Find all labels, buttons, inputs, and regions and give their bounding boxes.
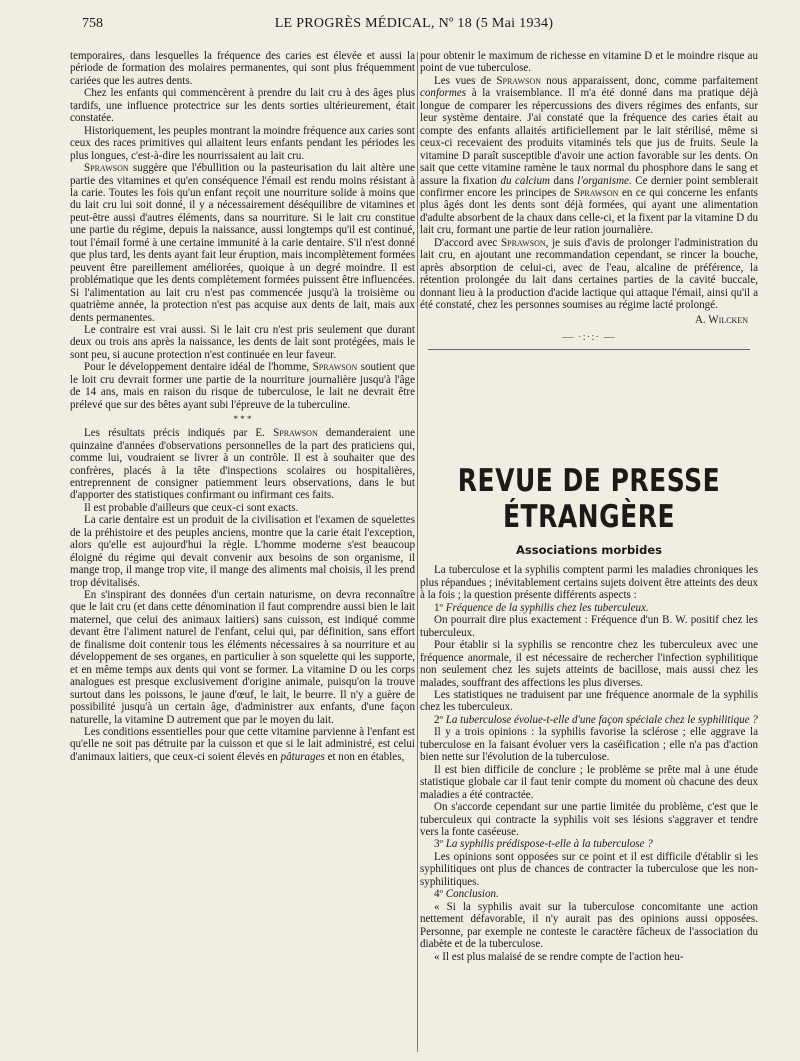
paragraph: Pour le développement dentaire idéal de l'homme, Sprawson soutient que le loit cru devrait former une partie de la nourriture journalière jusqu'à l'âge de 14 ans, mais en raison du risque de tuberculose, le lait ne devrait être prélevé que sur des bêtes ayant subi l'épreuve de la tuberculine. [70, 361, 416, 411]
section-title: REVUE DE PRESSE ÉTRANGÈRE [457, 462, 721, 535]
paragraph: Il est bien difficile de conclure ; le problème se prête mal à une étude statistique globale car il faut tenir compte du moment où chacune des deux maladies a été contractée. [420, 763, 758, 801]
paragraph: Pour établir si la syphilis se rencontre chez les tuberculeux avec une fréquence anormale, il est nécessaire de rechercher l'infection syphilitique non seulement chez les sujets atteints de bacillose, mais aussi chez les malades, souffrant des affections les plus diverses. [420, 639, 758, 689]
rubric-title: Associations morbides [516, 543, 662, 557]
page-header [70, 14, 758, 40]
section-stars: * * * [233, 414, 252, 425]
paragraph: Les vues de Sprawson nous apparaissent, donc, comme parfaitement conformes à la vraisemblance. Il m'a été donné dans ma pratique déjà longue de comparer les répercussions des divers régimes des enfants, sur leur système dentaire. J'ai constaté que la fréquence des caries était au compte des enfants allaités artificiellement par le lait stérilisé, même si ceux-ci recevaient des produits vitaminés tels que jus de fruits. Seule la vitamine D paraît susceptible d'avoir une action favorable sur les dents. On sait que cette vitamine ramène le taux normal du phosphore dans le sang et assure la fixation du calcium dans l'organisme. Ce dernier point semblerait confirmer encore les principes de Sprawson en ce qui concerne les enfants plus âgés dont les dents sont déjà formées, qui ayant une alimentation d'adulte absorbent de la chaux dans celle-ci, et la fixent par la vitamine D du lait cru, formant une partie de leur ration journalière. [420, 74, 759, 237]
author-name: Sprawson [573, 186, 619, 199]
signature: A. Wilcken [694, 313, 748, 326]
paragraph: On s'accorde cependant sur une partie limitée du problème, c'est que le tuberculeux qui contracte la syphilis voit ses lésions s'aggraver et tendre vers la fonte caséeuse. [420, 801, 758, 838]
horizontal-rule [428, 349, 750, 350]
list-item: 2º La tuberculose évolue-t-elle d'une façon spéciale chez le syphilitique ? [434, 713, 758, 726]
list-item: 3º La syphilis prédispose-t-elle à la tuberculose ? [434, 838, 653, 851]
paragraph: pour obtenir le maximum de richesse en vitamine D et le moindre risque au point de vue tuberculose. [420, 50, 758, 75]
paragraph: « Il est plus malaisé de se rendre compte de l'action heu- [434, 950, 684, 963]
list-item: 1º Fréquence de la syphilis chez les tuberculeux. [434, 601, 649, 614]
paragraph: Historiquement, les peuples montrant la moindre fréquence aux caries sont ceux des races primitives qui allaitent leurs enfants pendant les périodes les plus longues, c'est-à-dire les nourrissaient au lait cru. [70, 124, 415, 162]
paragraph: « Si la syphilis avait sur la tuberculose concomitante une action nettement défavorable, il n'y aurait pas des opinions aussi opposées. Personne, par exemple ne conteste le caractère fâcheux de l'association du diabète et de la tuberculose. [420, 900, 758, 951]
author-name: Sprawson [496, 74, 541, 87]
paragraph: On pourrait dire plus exactement : Fréquence d'un B. W. positif chez les tuberculeux. [420, 614, 758, 639]
author-name: Sprawson [312, 361, 358, 374]
paragraph: Les statistiques ne traduisent par une fréquence anormale de la syphilis chez les tuberculeux. [420, 688, 758, 714]
paragraph: Les conditions essentielles pour que cette vitamine parvienne à l'enfant est qu'elle ne soit pas détruite par la cuisson et que si le lait administré, est celui d'animaux laitiers, que ceux-ci soient élevés en pâturages et non en étables, [70, 726, 415, 763]
paragraph: Le contraire est vrai aussi. Si le lait cru n'est pris seulement que durant deux ou trois ans après la naissance, les dents de lait sont protégées, mais le sont peu, si aucune protection n'est continuée en leur faveur. [70, 323, 415, 361]
paragraph: Il y a trois opinions : la syphilis favorise la sclérose ; elle aggrave la tuberculose en la faisant évoluer vers la caséification ; elle n'a pas d'action bien nette sur l'évolution de la tuberculose. [420, 726, 758, 764]
author-name: Sprawson [501, 236, 546, 249]
running-title: LE PROGRÈS MÉDICAL, Nº 18 (5 Mai 1934) [274, 16, 554, 31]
column-divider [417, 52, 418, 1052]
paragraph: Il est probable d'ailleurs que ceux-ci sont exacts. [84, 501, 299, 514]
paragraph: En s'inspirant des données d'un certain naturisme, on devra reconnaître que le lait cru (et dans cette dénomination il faut comprendre aussi bien le lait maternel, que celui des animaux laitiers) sans cuisson, est indiqué comme devant être l'aliment naturel de l'enfant, celui qui, par définition, sans effort de finalisme doit contenir tous les éléments nécessaires à sa nourriture et au développement de ses organes, en particulier à son squelette qui les supporte, et en même temps aux dents qui vont se former. La vitamine D ou les corps analogues est presque exclusivement d'origine animale, puisqu'on la trouve surtout dans les poissons, le jaune d'œuf, le lait, le beurre. Il n'y a guère de possibilité jusqu'à un certain âge, d'administrer aux enfants, d'une façon naturelle, la vitamine D autrement que par le moyen du lait. [70, 589, 415, 726]
paragraph: temporaires, dans lesquelles la fréquence des caries est élevée et aussi la période de formation des molaires permanentes, qui sont plus fréquemment cariées que les autres dents. [70, 50, 415, 87]
paragraph: Les résultats précis indiqués par E. Sprawson demanderaient une quinzaine d'années d'observations personnelles de la part des praticiens qui, comme lui, voudraient se livrer à un contrôle. Il est à souhaiter que des confrères, placés à la tête d'inspections scolaires ou hospitalières, entreprennent de consigner patiemment leurs observations, dans le but d'apporter des statistiques confirmant ou infirmant ces faits. [70, 427, 416, 502]
paragraph: Les opinions sont opposées sur ce point et il est difficile d'établir si les syphilitiques ont plus de chances de contracter la tuberculose que les non-syphilitiques. [420, 850, 758, 888]
paragraph: Chez les enfants qui commencèrent à prendre du lait cru à des âges plus tardifs, une influence protectrice sur les dents sorties ultérieurement, était constatée. [70, 87, 415, 125]
list-item: 4º Conclusion. [434, 888, 499, 901]
paragraph: D'accord avec Sprawson, je suis d'avis de prolonger l'administration du lait cru, en ajoutant une recommandation cependant, se rincer la bouche, après absorption de celui-ci, avec de l'eau, alcaline de préférence, la rétention prolongée du lait dans certaines parties de la cavité buccale, donnant lieu à la production d'acide lactique qui attaque l'émail, ainsi qu'il a été constaté, chez les personnes soumises au régime lacté prolongé. [420, 236, 758, 312]
press-review-section [420, 544, 758, 963]
right-column [420, 50, 758, 350]
paragraph: Sprawson suggère que l'ébullition ou la pasteurisation du lait altère une partie des vitamines et qu'en conséquence l'émail est rendu moins résistant à la carie. Toutes les fois qu'un enfant reçoit une nourriture solide à moins que du lait cru lui soit donné, il y a nécessairement déséquilibre de vitamines et peut-être aussi d'autres éléments, dans sa nourriture. Si le lait cru constitue une partie du régime, depuis la naissance, aussi longtemps qu'il est continué, tout l'émail formé à une certaine immunité à la carie dentaire. S'il n'est donné que plus tard, les dents ayant fait leur éruption, mais incomplètement formées peuvent être pareillement améliorées, quoique à un degré moindre. Il est problématique que les dents complètement formées puissent être influencées. Si l'alimentation au lait cru n'est pas commencée jusqu'à la troisième ou quatrième année, la protection n'est pas acquise aux dents de lait, mais aux dents permanentes. [70, 162, 415, 324]
author-name: Sprawson [273, 427, 318, 440]
paragraph: La carie dentaire est un produit de la civilisation et l'examen de squelettes de la préhistoire et des peuples anciens, montre que la carie était l'exception, alors qu'elle est aujourd'hui la règle. L'homme moderne s'est beaucoup éloigné du régime qui devait convenir aux besoins de son organisme, il mange trop, il mange trop vite, il mange des aliments mal choisis, il les prend trop dévitalisés. [70, 514, 415, 589]
page-number: 758 [82, 16, 103, 31]
ornament-divider: — ·:·:· — [562, 330, 616, 343]
author-name: Sprawson [84, 162, 129, 175]
paragraph: La tuberculose et la syphilis comptent parmi les maladies chroniques les plus répandues ; inévitablement certains sujets doivent être atteints des deux à la fois ; la question présente différents aspects : [420, 564, 758, 602]
left-column [70, 50, 415, 763]
